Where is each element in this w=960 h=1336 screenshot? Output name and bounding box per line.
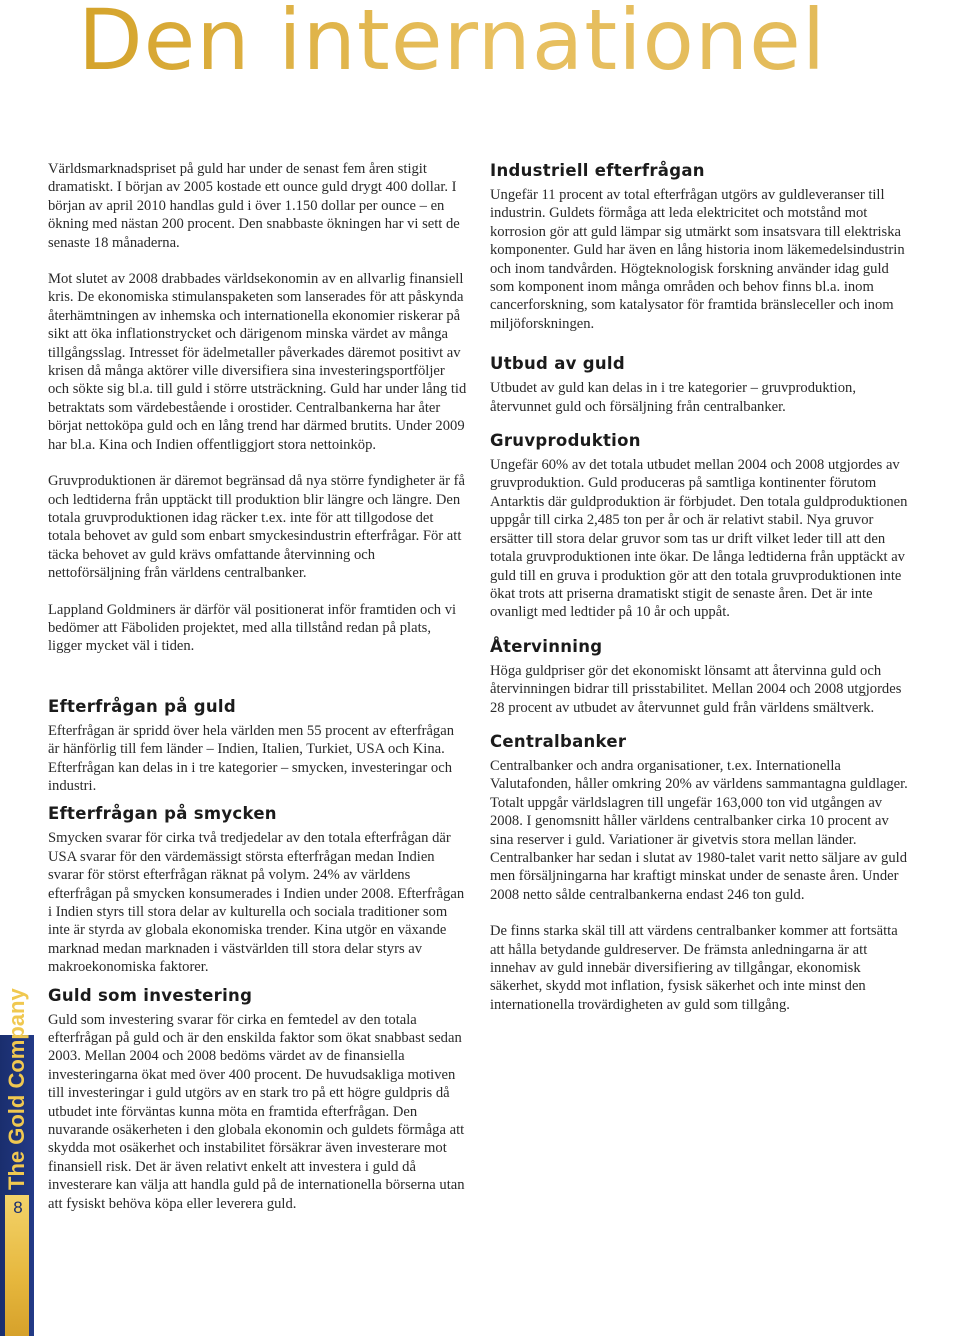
supply-paragraph: Utbudet av guld kan delas in i tre kategorier – gruvproduktion, återvunnet guld och försäljning från centralbanker. bbox=[490, 380, 856, 415]
jewelry-paragraph: Smycken svarar för cirka två tredjedelar av den totala efterfrågan där USA svarar för den värdemässigt största efterfrågan medan Indien svarar för störst efterfrågan räknat på volym. 24% av världens efterfrågan på smycken konsumerades i Indien under 2008. Efterfrågan i Indien styrs till stora delar av kulturella och sociala traditioner som inte är styrda av globala ekonomiska trender. Kina utgör en växande marknad medan marknaden i västvärlden till stora delar styrs av makroekonomiska faktorer. bbox=[48, 830, 465, 976]
mining-paragraph: Ungefär 60% av det totala utbudet mellan 2004 och 2008 utgjordes av gruvproduktion. Guld produceras på samtliga kontinenter förutom Antarktis där guldproduktion är förbjudet. Den totala guldproduktionen uppgår till cirka 2,485 ton per år och är relativt stabil. Nya gruvor ersätter till stora delar gruvor som tas ur drift vilket leder till att den totala gruvproduktionen inte ökar. De långa ledtiderna från upptäckt av guld till en gruva i produktion gör att den totala gruvproduktionen inte ökat trots att priserna dramatiskt stigit de senaste åren. Det är inte ovanligt med ledtider på 10 år och uppåt. bbox=[490, 457, 908, 621]
intro-paragraph-4: Lappland Goldminers är därför väl positionerat inför framtiden och vi bedömer att Fäboliden projektet, med alla tillstånd redan på plats, ligger mycket väl i tiden. bbox=[48, 601, 457, 655]
page-headline: Den internationel bbox=[78, 0, 826, 86]
demand-paragraph: Efterfrågan är spridd över hela världen men 55 procent av efterfrågan är hänförlig till fem länder – Indien, Italien, Turkiet, USA och Kina. Efterfrågan kan delas in i tre kategorier – smycken, investeringar och industri. bbox=[48, 722, 454, 794]
heading-demand: Efterfrågan på guld bbox=[48, 696, 236, 716]
intro-paragraph-1: Världsmarknadspriset på guld har under de senast fem åren stigit dramatiskt. I början av 2005 kostade ett ounce guld drygt 400 dollar. I början av april 2010 handlas guld i över 1.150 dollar per ounce – en ökning med nästan 200 procent. Den snabbaste ökningen har vi sett de senaste 18 månaderna. bbox=[48, 161, 460, 251]
heading-investment: Guld som investering bbox=[48, 985, 253, 1005]
recycling-paragraph: Höga guldpriser gör det ekonomiskt lönsamt att återvinna guld och återvinningen bidrar till prisstabilitet. Mellan 2004 och 2008 utgjordes 28 procent av utbudet av återvunnet guld från världens smältverk. bbox=[490, 662, 902, 716]
right-column bbox=[490, 160, 915, 1032]
intro-paragraph-3: Gruvproduktionen är däremot begränsad då nya större fyndigheter är få och ledtiderna från upptäckt till produktion blir längre och längre. Den totala gruvproduktionen idag räcker t.ex. inte för att tillgodose det totala behovet av guld som enbart smyckesindustrin efterfrågar. För att täcka behovet av guld krävs omfattande återvinning och nettoförsäljning från världens centralbanker. bbox=[48, 473, 465, 582]
investment-paragraph: Guld som investering svarar för cirka en femtedel av den totala efterfrågan på guld och är den enskilda faktor som ökat snabbast sedan 2003. Mellan 2004 och 2008 bedöms värdet av de finansiella investeringarna ökat med över 400 procent. De huvudsakliga motiven till investeringar i guld utgörs av en stark tro på ett högre guldpris då utbudet inte förväntas kunna möta en framtida efterfrågan. Den nuvarande osäkerheten i den globala ekonomin och guldets förmåga att skydda mot osäkerhet och instabilitet försäkrar även investerare mot finansiell risk. Det är även relativt enkelt att investera i guld då investerare kan välja att handla guld på de internationella börserna utan att fysiskt behöva köpa eller leverera guld. bbox=[48, 1011, 465, 1212]
intro-paragraph-2: Mot slutet av 2008 drabbades världsekonomin av en allvarlig finansiell kris. De ekonomiska stimulanspaketen som lanserades för att påskynda återhämtningen av inhemska och internationella ekonomier riskerar på sikt att öka inflationstrycket och därigenom minska värdet av många tillgångsslag. Intresset för ädelmetaller påverkades däremot positivt av krisen då många aktörer ville diversifiera sina investeringsportföljer och sökte sig bl.a. till guld i större utsträckning. Guld har under lång tid betraktats som värdebestående i orostider. Centralbankerna har åter börjat nettoköpa guld och en lång trend har därmed brutits. Under 2009 har bl.a. Kina och Indien offentliggjort stora nettoinköp. bbox=[48, 271, 467, 453]
heading-mining: Gruvproduktion bbox=[490, 431, 641, 451]
brand-logo-text: The Gold Company bbox=[4, 988, 29, 1190]
central-banks-paragraph-2: De finns starka skäl till att värdens centralbanker kommer att fortsätta att hålla betydande guldreserver. De främsta anledningarna är att innehav av guld innebär diversifiering av tillgångar, ekonomisk säkerhet, skydd mot inflation, fysisk säkerhet och inte minst den internationella trovärdigheten av guld som tillgång. bbox=[490, 923, 898, 1013]
heading-central-banks: Centralbanker bbox=[490, 731, 627, 751]
left-column bbox=[48, 160, 468, 1231]
heading-supply: Utbud av guld bbox=[490, 354, 625, 374]
industry-paragraph: Ungefär 11 procent av total efterfrågan utgörs av guldleveranser till industrin. Guldets förmåga att leda elektricitet och motstånd mot korrosion gör att guld lämpar sig utmärkt som insatsvara till elektriska komponenter. Guld har även en lång historia inom läkemedelsindustrin och inom tandvården. Högteknologisk forskning använder idag guld som komponent inom många områden och behov finns bl.a. inom cancerforskning, som katalysator för framtida bränsleceller och inom miljöforskningen. bbox=[490, 187, 905, 332]
heading-recycling: Återvinning bbox=[490, 636, 603, 656]
heading-industry: Industriell efterfrågan bbox=[490, 161, 705, 180]
central-banks-paragraph: Centralbanker och andra organisationer, t.ex. Internationella Valutafonden, håller omkring 20% av världens sammantagna guldlager. Totalt uppgår världslagren till ungefär 163,000 ton vid utgången av 2008. I genomsnitt håller världens centralbanker cirka 10 procent av sina reserver i guld. Variationer är givetvis stora mellan länder. Centralbanker har sedan i slutat av 1980-talet varit netto säljare av guld men försäljningarna har kraftigt minskat under de senaste åren. Under 2008 netto sålde centralbankerna endast 246 ton guld. bbox=[490, 757, 908, 903]
page-number: 8 bbox=[13, 1198, 23, 1217]
heading-jewelry: Efterfrågan på smycken bbox=[48, 804, 277, 824]
